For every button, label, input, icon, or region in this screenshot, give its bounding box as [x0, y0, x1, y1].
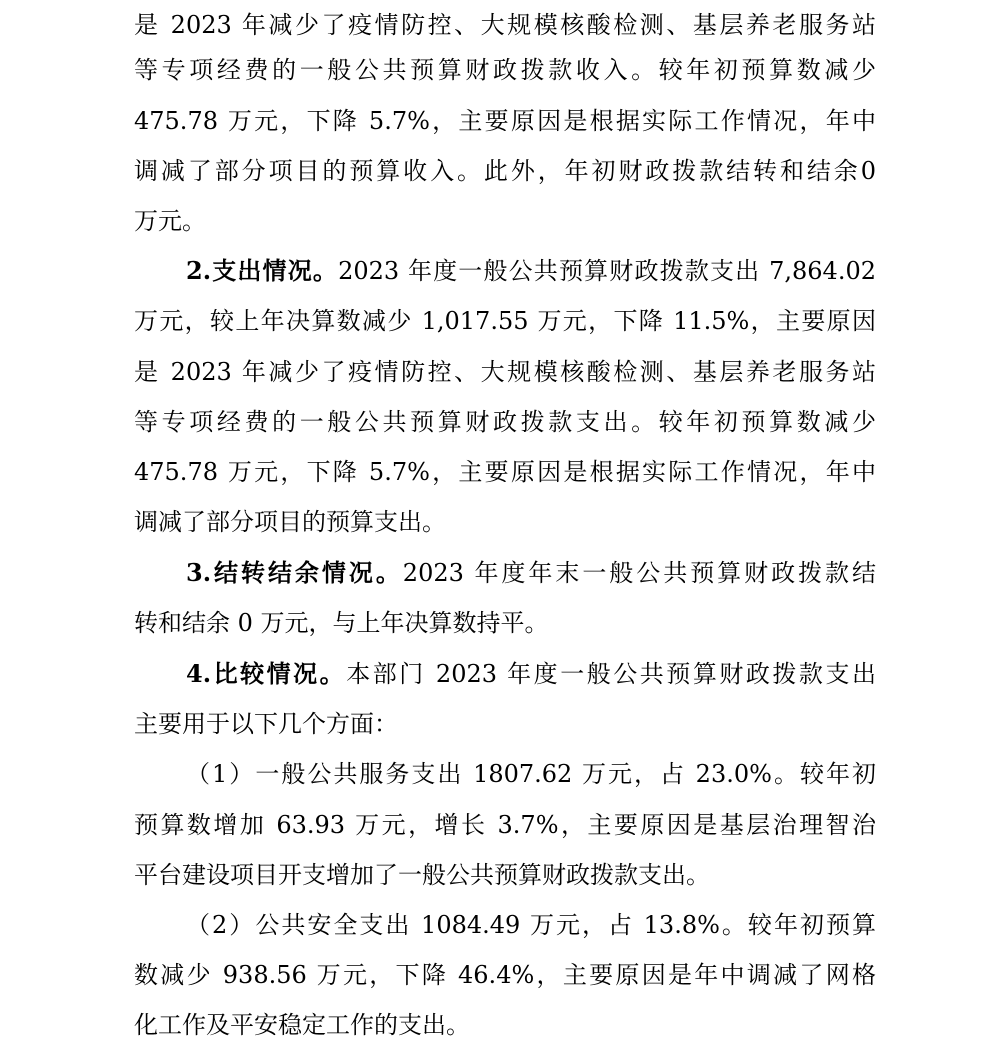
line-text: 本部门 2023 年度一般公共预算财政拨款支出 [346, 660, 876, 688]
text-line [134, 497, 876, 547]
text-line [134, 447, 876, 497]
line-text: 等专项经费的一般公共预算财政拨款支出。较年初预算数减少 [134, 408, 876, 436]
line-text: 数减少 938.56 万元，下降 46.4%，主要原因是年中调减了网格 [134, 961, 876, 989]
section-heading: 3.结转结余情况。 [186, 558, 403, 587]
line-text: （2）公共安全支出 1084.49 万元，占 13.8%。较年初预算 [186, 911, 876, 939]
text-line [134, 800, 876, 850]
text-line [134, 598, 876, 648]
line-text: （1）一般公共服务支出 1807.62 万元，占 23.0%。较年初 [186, 760, 876, 788]
text-line [134, 397, 876, 447]
text-line [134, 1000, 876, 1050]
text-line [134, 246, 876, 296]
text-line [134, 296, 876, 346]
section-heading: 2.支出情况。 [186, 256, 339, 285]
text-line [134, 850, 876, 900]
text-line [134, 649, 876, 699]
text-line [134, 196, 876, 246]
text-line [134, 146, 876, 196]
line-text: 万元，较上年决算数减少 1,017.55 万元，下降 11.5%，主要原因 [134, 307, 876, 335]
text-line [134, 0, 876, 50]
line-text: 万元。 [134, 207, 206, 235]
line-text: 等专项经费的一般公共预算财政拨款收入。较年初预算数减少 [134, 56, 876, 84]
text-line [134, 950, 876, 1000]
text-line [134, 45, 876, 95]
line-text: 调减了部分项目的预算收入。此外，年初财政拨款结转和结余0 [134, 157, 876, 185]
line-text: 是 2023 年减少了疫情防控、大规模核酸检测、基层养老服务站 [134, 11, 876, 39]
line-text: 预算数增加 63.93 万元，增长 3.7%，主要原因是基层治理智治 [134, 811, 876, 839]
line-text: 2023 年度一般公共预算财政拨款支出 7,864.02 [338, 257, 876, 285]
text-line [134, 900, 876, 950]
text-line [134, 699, 876, 749]
text-line [134, 548, 876, 598]
line-text: 主要用于以下几个方面： [134, 710, 398, 738]
text-line [134, 347, 876, 397]
line-text: 是 2023 年减少了疫情防控、大规模核酸检测、基层养老服务站 [134, 358, 876, 386]
line-text: 475.78 万元，下降 5.7%，主要原因是根据实际工作情况，年中 [134, 458, 876, 486]
line-text: 平台建设项目开支增加了一般公共预算财政拨款支出。 [134, 861, 710, 889]
line-text: 2023 年度年末一般公共预算财政拨款结 [402, 559, 876, 587]
text-line [134, 749, 876, 799]
line-text: 化工作及平安稳定工作的支出。 [134, 1011, 470, 1039]
line-text: 475.78 万元，下降 5.7%，主要原因是根据实际工作情况，年中 [134, 107, 876, 135]
text-line [134, 96, 876, 146]
line-text: 转和结余 0 万元，与上年决算数持平。 [134, 609, 549, 637]
line-text: 调减了部分项目的预算支出。 [134, 508, 446, 536]
section-heading: 4.比较情况。 [186, 659, 347, 688]
